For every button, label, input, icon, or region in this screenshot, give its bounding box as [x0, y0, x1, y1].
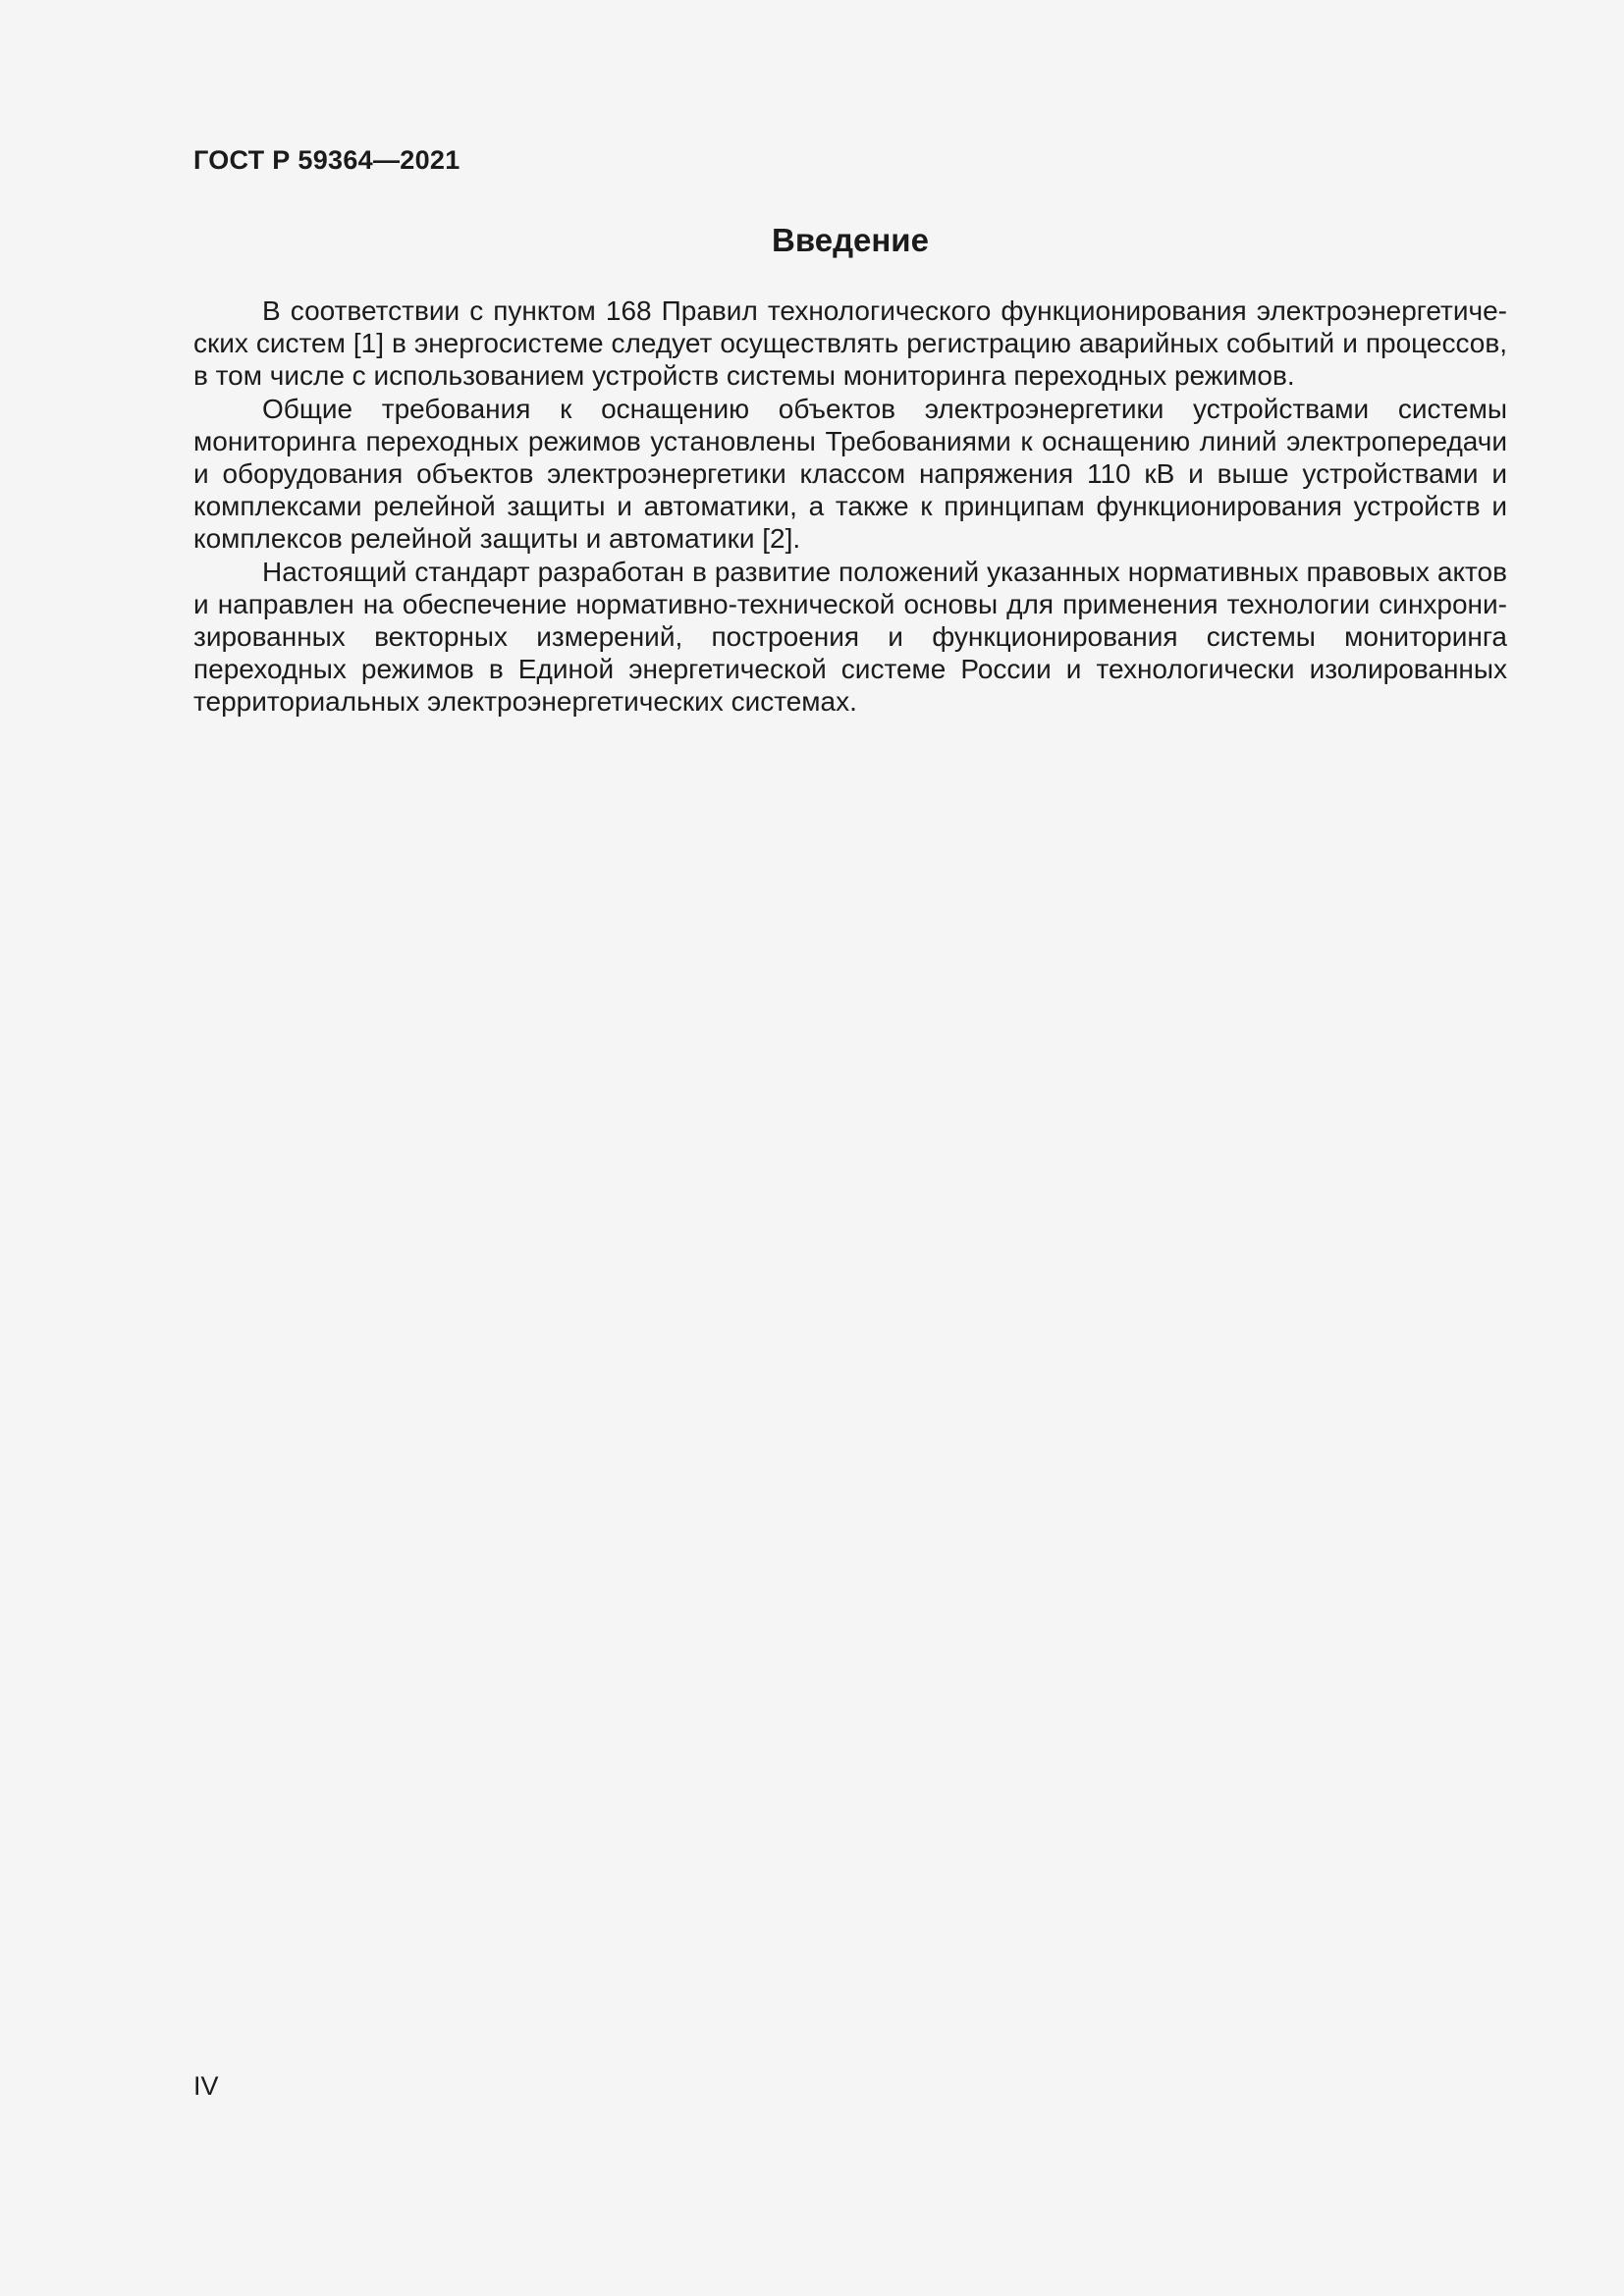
paragraph: Общие требования к оснащению объектов электроэнергетики устройствами системы мониторинга переходных режимов установлены Требованиями к оснащению линий электропередачи и оборудования объектов электроэнергетики классом напряжения 110 кВ и выше устройствами и комплексами релейной защиты и автоматики, а также к принципам функционирования устройств и комплексов релейной защиты и автоматики [2].	[193, 393, 1507, 555]
section-title: Введение	[772, 222, 929, 258]
paragraph: Настоящий стандарт разработан в развитие положений указанных нормативных правовых актов и направлен на обеспечение нормативно-технической основы для применения технологии синхронизированных векторных измерений, построения и функционирования системы мониторинга переходных режимов в Единой энергетической системе России и технологически изолированных территориальных электроэнергетических системах.	[193, 556, 1507, 718]
document-id-header: ГОСТ Р 59364—2021	[193, 145, 460, 175]
page-number: IV	[193, 2071, 219, 2101]
paragraph: В соответствии с пунктом 168 Правил технологического функционирования электроэнергетических систем [1] в энергосистеме следует осуществлять регистрацию аварийных событий и процессов, в том числе с использованием устройств системы мониторинга переходных режимов.	[193, 295, 1507, 392]
body-text	[193, 294, 1507, 719]
